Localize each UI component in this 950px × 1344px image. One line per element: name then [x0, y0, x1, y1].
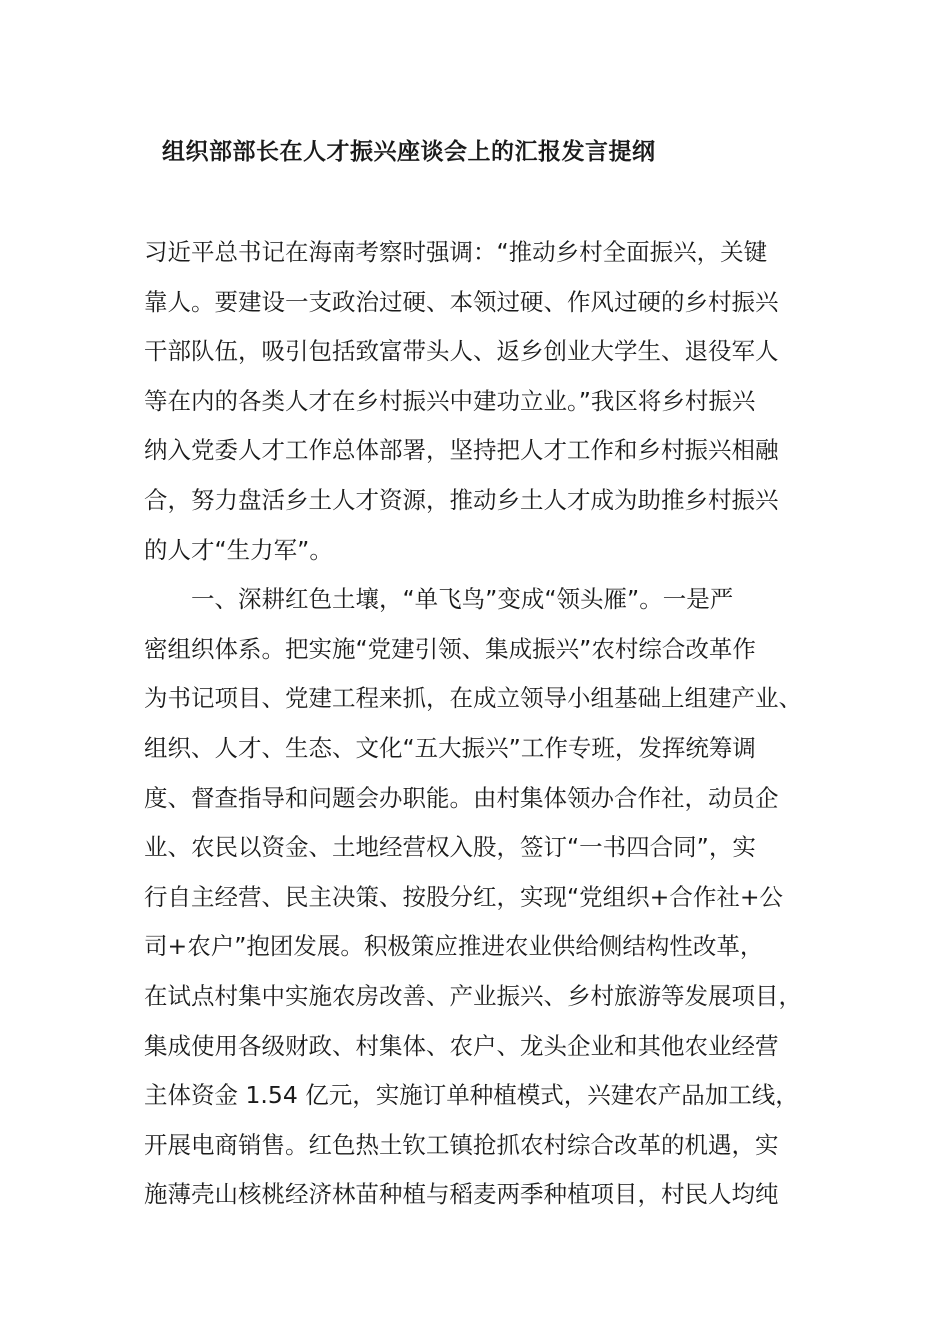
body-line: 干部队伍，吸引包括致富带头人、返乡创业大学生、退役军人: [144, 337, 779, 366]
body-line: 纳入党委人才工作总体部署，坚持把人才工作和乡村振兴相融: [144, 436, 779, 465]
body-line: 业、农民以资金、土地经营权入股，签订“一书四合同”，实: [144, 833, 756, 862]
body-line: 靠人。要建设一支政治过硬、本领过硬、作风过硬的乡村振兴: [144, 287, 779, 316]
body-line: 合，努力盘活乡土人才资源，推动乡土人才成为助推乡村振兴: [144, 485, 779, 514]
document-body: [144, 228, 824, 1220]
body-line: 习近平总书记在海南考察时强调：“推动乡村全面振兴，关键: [144, 238, 768, 266]
body-line: 主体资金 1.54 亿元，实施订单种植模式，兴建农产品加工线，: [144, 1081, 799, 1110]
body-line: 度、督查指导和问题会办职能。由村集体领办合作社，动员企: [144, 783, 779, 812]
body-line: 在试点村集中实施农房改善、产业振兴、乡村旅游等发展项目，: [144, 981, 802, 1010]
body-line: 密组织体系。把实施“党建引领、集成振兴”农村综合改革作: [144, 634, 756, 663]
body-line: 施薄壳山核桃经济林苗种植与稻麦两季种植项目，村民人均纯: [144, 1180, 779, 1209]
body-line: 集成使用各级财政、村集体、农户、龙头企业和其他农业经营: [144, 1031, 779, 1060]
body-line: 的人才“生力军”。: [144, 535, 333, 564]
document-title: 组织部部长在人才振兴座谈会上的汇报发言提纲: [162, 139, 656, 165]
body-line: 为书记项目、党建工程来抓，在成立领导小组基础上组建产业、: [144, 684, 802, 713]
body-line: 开展电商销售。红色热土钦工镇抢抓农村综合改革的机遇，实: [144, 1130, 779, 1159]
body-line: 组织、人才、生态、文化“五大振兴”工作专班，发挥统筹调: [144, 733, 756, 762]
section-heading-line: 一、深耕红色土壤，“单飞鸟”变成“领头雁”。一是严: [191, 585, 734, 614]
body-line: 行自主经营、民主决策、按股分红，实现“党组织+合作社+公: [144, 882, 784, 911]
body-line: 司+农户”抱团发展。积极策应推进农业供给侧结构性改革，: [144, 932, 764, 961]
body-line: 等在内的各类人才在乡村振兴中建功立业。”我区将乡村振兴: [144, 386, 756, 415]
